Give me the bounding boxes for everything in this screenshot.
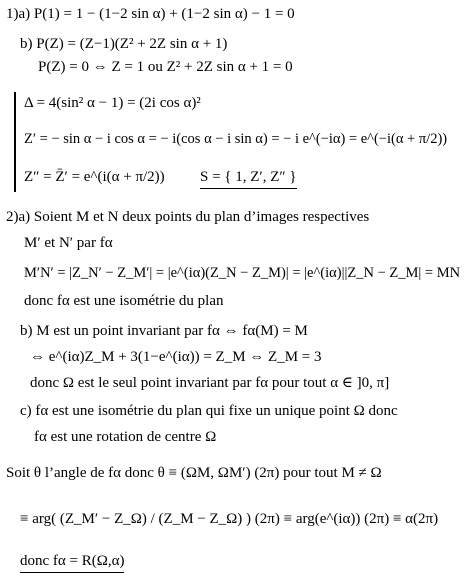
line-2c-rotation: fα est une rotation de centre Ω [34, 429, 217, 445]
solution-set-text: S = { 1, Z′, Z″ } [200, 169, 297, 189]
line-2c: c) fα est une isométrie du plan qui fixe un unique point Ω donc [20, 403, 398, 419]
solution-set [200, 168, 297, 186]
vertical-rule [14, 92, 16, 192]
line-1b-equation: P(Z) = 0 ⇔ Z = 1 ou Z² + 2Z sin α + 1 = 0 [38, 59, 293, 75]
line-2b-conclusion: donc Ω est le seul point invariant par fα pour tout α ∈ ]0, π] [30, 375, 390, 391]
line-2b: b) M est un point invariant par fα ⇔ fα(M) = M [20, 323, 308, 339]
line-2a-distance: M′N′ = |Z_N′ − Z_M′| = |e^(iα)(Z_N − Z_M)| = |e^(iα)||Z_N − Z_M| = MN [24, 265, 461, 281]
line-z-prime: Z′ = − sin α − i cos α = − i(cos α − i sin α) = − i e^(−iα) = e^(−i(α + π/2)) [24, 131, 448, 147]
line-1b: b) P(Z) = (Z−1)(Z² + 2Z sin α + 1) [20, 36, 228, 52]
line-2a-images: M′ et N′ par fα [24, 235, 113, 251]
final-result [20, 552, 124, 570]
line-2b-equation: ⇔ e^(iα)Z_M + 3(1−e^(iα)) = Z_M ⇔ Z_M = 3 [30, 349, 322, 365]
line-2a-conclusion: donc fα est une isométrie du plan [24, 293, 224, 309]
line-2a: 2)a) Soient M et N deux points du plan d’images respectives [6, 209, 370, 225]
final-result-text: donc fα = R(Ω,α) [20, 553, 124, 573]
line-z-double-prime: Z″ = Z̄′ = e^(i(α + π/2)) [24, 169, 165, 185]
line-angle: Soit θ l’angle de fα donc θ ≡ (ΩM, ΩM′) (2π) pour tout M ≠ Ω [6, 465, 382, 481]
line-angle-arg: ≡ arg( (Z_M′ − Z_Ω) / (Z_M − Z_Ω) ) (2π) ≡ arg(e^(iα)) (2π) ≡ α(2π) [20, 511, 439, 527]
line-1a: 1)a) P(1) = 1 − (1−2 sin α) + (1−2 sin α) − 1 = 0 [6, 6, 295, 22]
line-discriminant: Δ = 4(sin² α − 1) = (2i cos α)² [24, 95, 201, 111]
